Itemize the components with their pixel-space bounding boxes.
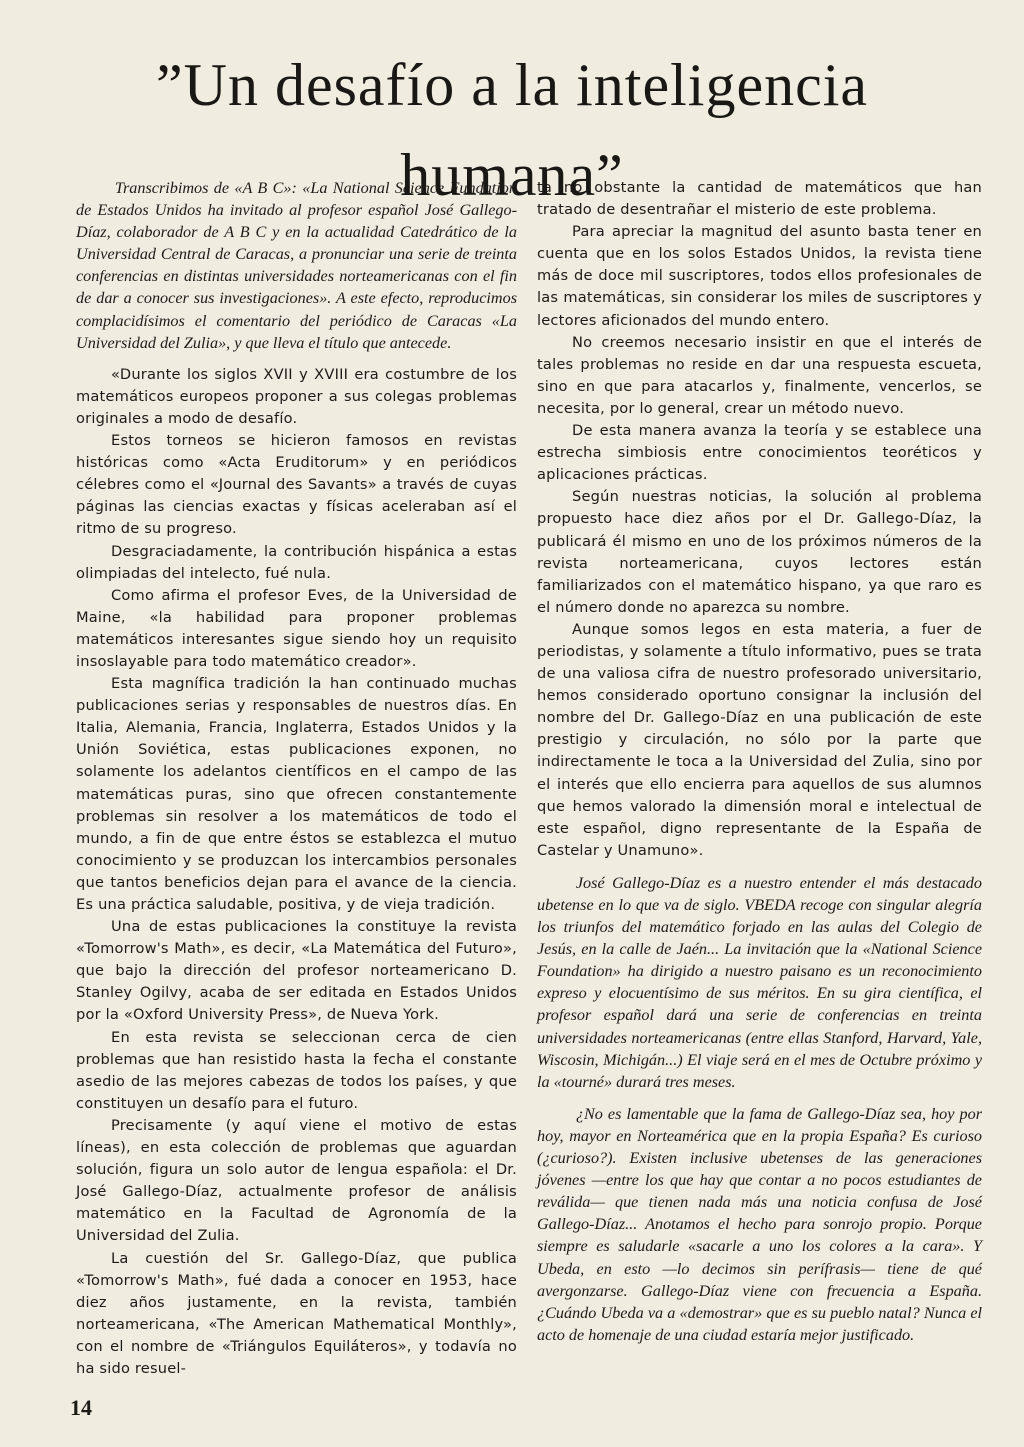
body-paragraph: No creemos necesario insistir en que el interés de tales problemas no reside en dar una respuesta escueta, sino en que para atacarlos y, finalmente, vencerlos, se necesita, por lo general, crear un método nuevo. <box>537 333 982 417</box>
commentary-paragraph: ¿No es lamentable que la fama de Gallego-Díaz sea, hoy por hoy, mayor en Norteamérica que en la propia España? Es curioso (¿curioso?). Existen inclusive ubetenses de las generaciones jóvenes —entre los que hay que contar a no pocos estudiantes de reválida— que tienen nada más una noticia confusa de José Gallego-Díaz... Anotamos el hecho para sonrojo propio. Porque siempre es saludarle «sacarle a uno los colores a la cara». Y Ubeda, en esto —lo decimos sin perífrasis— tiene de qué avergonzarse. Gallego-Díaz viene con frecuencia a España. ¿Cuándo Ubeda va a «demostrar» que es su pueblo natal? Nunca el acto de homenaje de una ciudad estaría mejor justificado. <box>537 1104 982 1344</box>
left-column <box>76 177 517 1380</box>
body-paragraph: Aunque somos legos en esta materia, a fuer de periodistas, y solamente a título informativo, pues se trata de una valiosa cifra de nuestro profesorado universitario, hemos considerado oportuno consignar la inclusión del nombre del Dr. Gallego-Díaz en una publicación de este prestigio y circulación, no sólo por la parte que indirectamente le toca a la Universidad del Zulia, sino por el interés que ello encierra para aquellos de sus alumnos que hemos valorado la dimensión moral e intelectual de este español, digno representante de la España de Castelar y Unamuno». <box>537 620 982 859</box>
body-paragraph: Para apreciar la magnitud del asunto basta tener en cuenta que en los solos Estados Unidos, la revista tiene más de doce mil suscriptores, todos ellos profesionales de las matemáticas, sin considerar los miles de suscriptores y lectores aficionados del mundo entero. <box>537 223 982 329</box>
body-paragraph: Desgraciadamente, la contribución hispánica a estas olimpiadas del intelecto, fué nula. <box>76 542 517 582</box>
body-paragraph: Precisamente (y aquí viene el motivo de estas líneas), en esta colección de problemas que aguardan solución, figura un solo autor de lengua española: el Dr. José Gallego-Díaz, actualmente profesor de análisis matemático en la Facultad de Agronomía de la Universidad del Zulia. <box>76 1116 517 1245</box>
body-paragraph: «Durante los siglos XVII y XVIII era costumbre de los matemáticos europeos proponer a sus colegas problemas originales a modo de desafío. <box>76 365 517 427</box>
body-paragraph: Una de estas publicaciones la constituye la revista «Tomorrow's Math», es decir, «La Matemática del Futuro», que bajo la dirección del profesor norteamericano D. Stanley Ogilvy, acaba de ser editada en Estados Unidos por la «Oxford University Press», de Nueva York. <box>76 918 517 1024</box>
body-paragraph: ta no obstante la cantidad de matemáticos que han tratado de desentrañar el misterio de este problema. <box>537 179 982 219</box>
intro-paragraph: Transcribimos de «A B C»: «La National Science Fundation de Estados Unidos ha invitado al profesor español José Gallego-Díaz, colaborador de A B C y en la actualidad Catedrático de la Universidad Central de Caracas, a pronunciar una serie de treinta conferencias en distintas universidades norteamericanas con el fin de dar a conocer sus investigaciones». A este efecto, reproducimos complacidísimos el comentario del periódico de Caracas «La Universidad del Zulia», y que lleva el título que antecede. <box>76 179 517 352</box>
commentary-paragraph: José Gallego-Díaz es a nuestro entender el más destacado ubetense en lo que va de siglo. VBEDA recoge con singular alegría los triunfos del matemático forjado en las aulas del Colegio de Jesús, en la calle de Jaén... La invitación que la «National Science Foundation» ha dirigido a nuestro paisano es un reconocimiento expreso y elocuentísimo de sus méritos. En su gira científica, el profesor español dará una serie de conferencias en treinta universidades norteamericanas (entre ellas Stanford, Harvard, Yale, Wiscosin, Michigán...) El viaje será en el mes de Octubre próximo y la «tourné» durará tres meses. <box>537 873 982 1091</box>
body-paragraph: Estos torneos se hicieron famosos en revistas históricas como «Acta Eruditorum» y en periódicos célebres como el «Journal des Savants» a través de cuyas páginas las ciencias exactas y físicas aceleraban así el ritmo de su progreso. <box>76 432 517 538</box>
body-paragraph: De esta manera avanza la teoría y se establece una estrecha simbiosis entre conocimientos teoréticos y aplicaciones prácticas. <box>537 422 982 484</box>
body-paragraph: Según nuestras noticias, la solución al problema propuesto hace diez años por el Dr. Gallego-Díaz, la publicará él mismo en uno de los próximos números de la revista norteamericana, cuyos lectores están familiarizados con el matemático hispano, ya que raro es el número donde no aparezca su nombre. <box>537 488 982 616</box>
body-paragraph: Como afirma el profesor Eves, de la Universidad de Maine, «la habilidad para proponer problemas matemáticos interesantes sigue siendo hoy un requisito insoslayable para todo matemático creador». <box>76 586 517 670</box>
article-title: ”Un desafío a la inteligencia humana” <box>155 52 869 208</box>
body-paragraph: La cuestión del Sr. Gallego-Díaz, que publica «Tomorrow's Math», fué dada a conocer en 1953, hace diez años justamente, en la revista, también norteamericana, «The American Mathematical Monthly», con el nombre de «Triángulos Equiláteros», y todavía no ha sido resuel- <box>76 1249 517 1377</box>
page-number: 14 <box>70 1395 92 1420</box>
right-column <box>537 177 982 1346</box>
body-paragraph: En esta revista se seleccionan cerca de cien problemas que han resistido hasta la fecha el constante asedio de las mejores cabezas de todos los países, y que constituyen un desafío para el futuro. <box>76 1028 517 1112</box>
body-paragraph: Esta magnífica tradición la han continuado muchas publicaciones serias y responsables de nuestros días. En Italia, Alemania, Francia, Inglaterra, Estados Unidos y la Unión Soviética, estas publicaciones exponen, no solamente los adelantos científicos en el campo de las matemáticas puras, sino que ofrecen constantemente problemas sin resolver a los matemáticos de todo el mundo, a fin de que entre éstos se establezca el mutuo conocimiento y se produzcan los intercambios personales que tantos beneficios dejan para el avance de la ciencia. Es una práctica saludable, positiva, y de vieja tradición. <box>76 675 517 913</box>
